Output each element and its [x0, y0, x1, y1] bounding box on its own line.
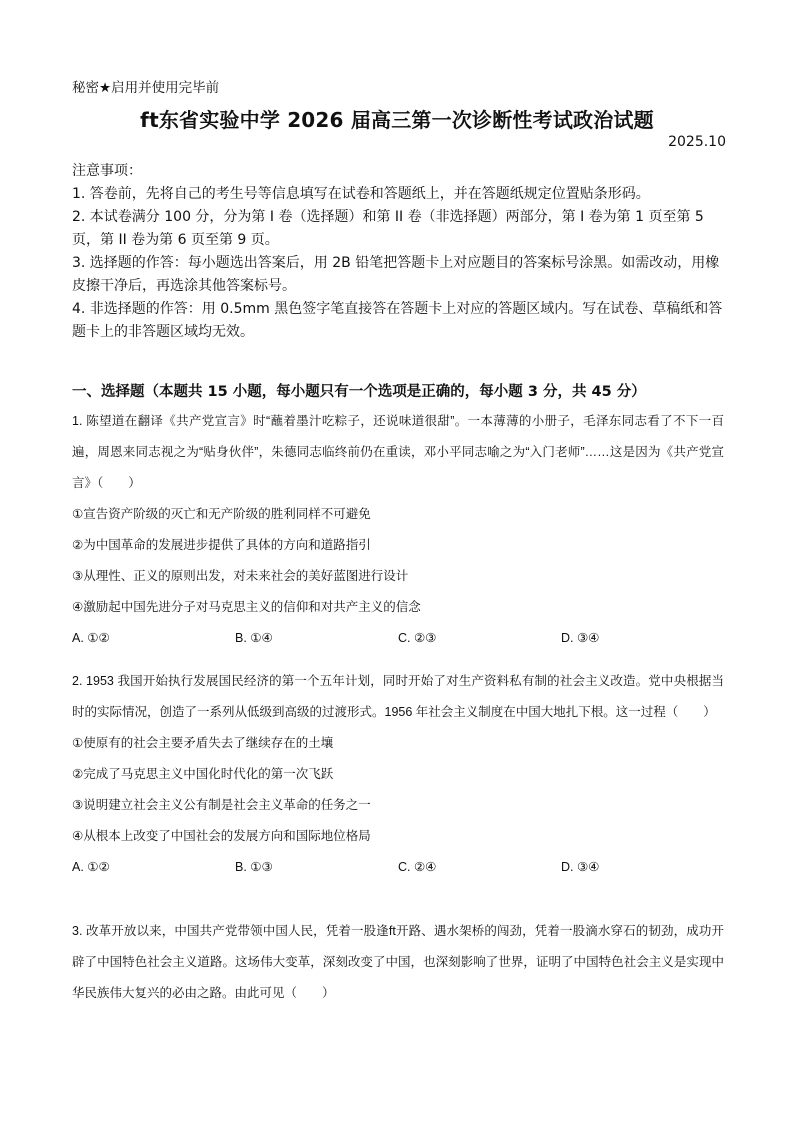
answer-choices	[72, 623, 724, 654]
choice-a: A. ①②	[72, 631, 110, 645]
answer-choices	[72, 852, 724, 883]
instruction-item: 3. 选择题的作答：每小题选出答案后，用 2B 铅笔把答题卡上对应题目的答案标号涂黑。如需改动，用橡皮擦干净后，再选涂其他答案标号。	[72, 255, 720, 294]
statement-option: ②为中国革命的发展进步提供了具体的方向和道路指引	[72, 538, 371, 552]
instructions-heading: 注意事项：	[72, 163, 142, 179]
question-2	[72, 666, 724, 883]
choice-b: B. ①④	[235, 631, 273, 645]
statement-option: ④从根本上改变了中国社会的发展方向和国际地位格局	[72, 829, 371, 843]
instruction-item: 2. 本试卷满分 100 分，分为第 I 卷（选择题）和第 II 卷（非选择题）两部分，第 I 卷为第 1 页至第 5 页，第 II 卷为第 6 页至第 9 页。	[72, 209, 704, 248]
statement-option: ③从理性、正义的原则出发，对未来社会的美好蓝图进行设计	[72, 569, 409, 583]
instruction-item: 1. 答卷前，先将自己的考生号等信息填写在试卷和答题纸上，并在答题纸规定位置贴条形码。	[72, 186, 650, 202]
statement-option: ①宣告资产阶级的灭亡和无产阶级的胜利同样不可避免	[72, 507, 371, 521]
statement-option: ①使原有的社会主要矛盾失去了继续存在的土壤	[72, 736, 334, 750]
confidential-notice: 秘密★启用并使用完毕前	[72, 80, 220, 96]
exam-date: 2025.10	[668, 134, 726, 150]
choice-d: D. ③④	[561, 631, 600, 645]
choice-c: C. ②③	[398, 631, 437, 645]
choice-b: B. ①③	[235, 860, 273, 874]
choice-a: A. ①②	[72, 860, 110, 874]
instruction-item: 4. 非选择题的作答：用 0.5mm 黑色签字笔直接答在答题卡上对应的答题区域内。写在试卷、草稿纸和答题卡上的非答题区域均无效。	[72, 301, 723, 340]
statement-option: ④激励起中国先进分子对马克思主义的信仰和对共产主义的信念	[72, 600, 421, 614]
question-stem: 2. 1953 我国开始执行发展国民经济的第一个五年计划，同时开始了对生产资料私有制的社会主义改造。党中央根据当时的实际情况，创造了一系列从低级到高级的过渡形式。1956 年社会主义制度在中国大地扎下根。这一过程（ ）	[72, 674, 724, 719]
question-1	[72, 406, 724, 654]
statement-option: ③说明建立社会主义公有制是社会主义革命的任务之一	[72, 798, 371, 812]
statement-option: ②完成了马克思主义中国化时代化的第一次飞跃	[72, 767, 334, 781]
instructions	[72, 160, 724, 344]
question-3	[72, 916, 724, 1009]
section-title: 一、选择题（本题共 15 小题，每小题只有一个选项是正确的，每小题 3 分，共 45 分）	[72, 384, 646, 400]
page-title: ft东省实验中学 2026 届高三第一次诊断性考试政治试题	[140, 108, 654, 132]
choice-c: C. ②④	[398, 860, 437, 874]
question-stem: 3. 改革开放以来，中国共产党带领中国人民，凭着一股逢ft开路、遇水架桥的闯劲，凭着一股滴水穿石的韧劲，成功开辟了中国特色社会主义道路。这场伟大变革，深刻改变了中国，也深刻影响了世界，证明了中国特色社会主义是实现中华民族伟大复兴的必由之路。由此可见（ ）	[72, 924, 724, 1000]
choice-d: D. ③④	[561, 860, 600, 874]
question-stem: 1. 陈望道在翻译《共产党宣言》时“蘸着墨汁吃粽子，还说味道很甜”。一本薄薄的小册子，毛泽东同志看了不下一百遍，周恩来同志视之为“贴身伙伴”，朱德同志临终前仍在重读，邓小平同志喻之为“入门老师”……这是因为《共产党宣言》（ ）	[72, 414, 724, 490]
